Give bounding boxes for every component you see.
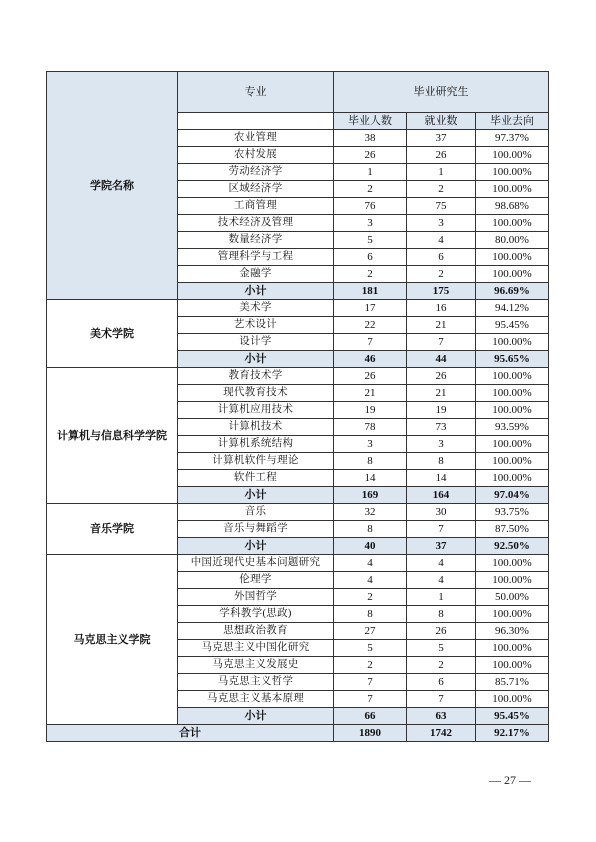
employed-count: 21 [407,385,476,402]
major-name: 美术学 [178,300,334,317]
employed-count: 21 [407,317,476,334]
employment-rate: 100.00% [476,266,549,283]
employment-rate: 100.00% [476,147,549,164]
employed-count: 4 [407,232,476,249]
graduates-count: 19 [334,402,407,419]
major-name: 管理科学与工程 [178,249,334,266]
employment-rate: 96.30% [476,623,549,640]
employment-rate: 85.71% [476,674,549,691]
employment-rate: 97.37% [476,130,549,147]
employment-rate: 100.00% [476,368,549,385]
header-graduate-group: 毕业研究生 [334,72,549,113]
employment-rate: 100.00% [476,453,549,470]
major-name: 马克思主义发展史 [178,657,334,674]
major-name: 中国近现代史基本问题研究 [178,555,334,572]
employed-count: 26 [407,147,476,164]
major-name: 工商管理 [178,198,334,215]
subtotal-rate: 97.04% [476,487,549,504]
employed-count: 5 [407,640,476,657]
table-row [47,504,549,521]
header-employed: 就业数 [407,113,476,130]
employed-count: 2 [407,181,476,198]
graduates-count: 2 [334,589,407,606]
graduates-count: 3 [334,436,407,453]
graduates-count: 76 [334,198,407,215]
major-name: 现代教育技术 [178,385,334,402]
major-name: 金融学 [178,266,334,283]
employed-count: 1 [407,164,476,181]
employment-rate: 100.00% [476,334,549,351]
subtotal-label: 小计 [178,708,334,725]
subtotal-rate: 92.50% [476,538,549,555]
grand-total-employed: 1742 [407,725,476,742]
employed-count: 4 [407,555,476,572]
major-name: 计算机应用技术 [178,402,334,419]
graduates-count: 5 [334,640,407,657]
major-name: 设计学 [178,334,334,351]
major-name: 学科教学(思政) [178,606,334,623]
graduates-count: 8 [334,521,407,538]
subtotal-employed: 164 [407,487,476,504]
subtotal-rate: 96.69% [476,283,549,300]
major-name: 艺术设计 [178,317,334,334]
graduates-count: 6 [334,249,407,266]
employment-rate: 100.00% [476,555,549,572]
graduates-count: 8 [334,453,407,470]
graduates-count: 7 [334,691,407,708]
college-name: 计算机与信息科学学院 [47,368,178,504]
employed-count: 3 [407,215,476,232]
employed-count: 26 [407,623,476,640]
employment-rate: 100.00% [476,606,549,623]
major-name: 计算机技术 [178,419,334,436]
graduates-count: 27 [334,623,407,640]
subtotal-label: 小计 [178,283,334,300]
graduates-count: 5 [334,232,407,249]
employed-count: 16 [407,300,476,317]
subtotal-label: 小计 [178,487,334,504]
employed-count: 37 [407,130,476,147]
graduates-count: 26 [334,147,407,164]
employed-count: 73 [407,419,476,436]
subtotal-label: 小计 [178,351,334,368]
employed-count: 3 [407,436,476,453]
table-row [47,300,549,317]
college-name: 马克思主义学院 [47,555,178,725]
graduates-count: 4 [334,555,407,572]
employed-count: 6 [407,249,476,266]
employment-rate: 100.00% [476,470,549,487]
employed-count: 30 [407,504,476,521]
graduates-count: 78 [334,419,407,436]
table-row [47,368,549,385]
header-major: 专业 [178,72,334,113]
subtotal-graduates: 181 [334,283,407,300]
graduates-count: 1 [334,164,407,181]
major-name: 劳动经济学 [178,164,334,181]
subtotal-graduates: 46 [334,351,407,368]
employed-count: 19 [407,402,476,419]
subtotal-graduates: 66 [334,708,407,725]
college-name: 学院名称 [47,72,178,300]
graduate-employment-table [46,71,549,742]
subtotal-employed: 44 [407,351,476,368]
graduates-count: 2 [334,181,407,198]
major-name: 马克思主义哲学 [178,674,334,691]
employment-rate: 100.00% [476,249,549,266]
header-graduates: 毕业人数 [334,113,407,130]
employment-rate: 98.68% [476,198,549,215]
employment-rate: 100.00% [476,215,549,232]
graduates-count: 21 [334,385,407,402]
major-name: 马克思主义基本原理 [178,691,334,708]
employment-rate: 94.12% [476,300,549,317]
subtotal-graduates: 40 [334,538,407,555]
major-name: 音乐与舞蹈学 [178,521,334,538]
major-name: 区域经济学 [178,181,334,198]
subtotal-employed: 175 [407,283,476,300]
grand-total-rate: 92.17% [476,725,549,742]
subtotal-employed: 37 [407,538,476,555]
major-name: 软件工程 [178,470,334,487]
grand-total-label: 合计 [47,725,334,742]
table-row [47,555,549,572]
graduates-count: 38 [334,130,407,147]
employed-count: 6 [407,674,476,691]
employment-rate: 80.00% [476,232,549,249]
employment-rate: 93.75% [476,504,549,521]
subtotal-employed: 63 [407,708,476,725]
employment-rate: 100.00% [476,181,549,198]
major-name: 数量经济学 [178,232,334,249]
major-name: 农村发展 [178,147,334,164]
graduates-count: 22 [334,317,407,334]
subtotal-rate: 95.65% [476,351,549,368]
employment-rate: 100.00% [476,402,549,419]
employed-count: 7 [407,691,476,708]
employed-count: 14 [407,470,476,487]
employment-rate: 93.59% [476,419,549,436]
employed-count: 8 [407,606,476,623]
graduates-count: 26 [334,368,407,385]
employed-count: 7 [407,521,476,538]
subtotal-graduates: 169 [334,487,407,504]
major-name: 农业管理 [178,130,334,147]
employed-count: 4 [407,572,476,589]
college-name: 音乐学院 [47,504,178,555]
subtotal-rate: 95.45% [476,708,549,725]
employment-rate: 100.00% [476,436,549,453]
employed-count: 2 [407,657,476,674]
graduates-count: 3 [334,215,407,232]
employed-count: 1 [407,589,476,606]
major-name: 音乐 [178,504,334,521]
employment-rate: 95.45% [476,317,549,334]
major-name: 教育技术学 [178,368,334,385]
graduates-count: 7 [334,674,407,691]
graduates-count: 8 [334,606,407,623]
major-name: 马克思主义中国化研究 [178,640,334,657]
major-name: 技术经济及管理 [178,215,334,232]
grand-total-row [47,725,549,742]
graduates-count: 2 [334,266,407,283]
employment-rate: 100.00% [476,657,549,674]
sub-header-major-blank [178,113,334,130]
major-name: 计算机系统结构 [178,436,334,453]
header-rate: 毕业去向 [476,113,549,130]
employed-count: 7 [407,334,476,351]
graduates-count: 4 [334,572,407,589]
major-name: 伦理学 [178,572,334,589]
employment-rate: 100.00% [476,572,549,589]
employment-rate: 50.00% [476,589,549,606]
employed-count: 75 [407,198,476,215]
college-name: 美术学院 [47,300,178,368]
employed-count: 26 [407,368,476,385]
page-number: — 27 — [489,773,531,787]
employment-rate: 100.00% [476,691,549,708]
employment-table-container [46,71,548,742]
employed-count: 2 [407,266,476,283]
employment-rate: 100.00% [476,385,549,402]
employment-rate: 87.50% [476,521,549,538]
grand-total-graduates: 1890 [334,725,407,742]
subtotal-label: 小计 [178,538,334,555]
graduates-count: 7 [334,334,407,351]
employment-rate: 100.00% [476,164,549,181]
graduates-count: 14 [334,470,407,487]
employed-count: 8 [407,453,476,470]
employment-rate: 100.00% [476,640,549,657]
major-name: 思想政治教育 [178,623,334,640]
graduates-count: 32 [334,504,407,521]
graduates-count: 2 [334,657,407,674]
graduates-count: 17 [334,300,407,317]
major-name: 计算机软件与理论 [178,453,334,470]
major-name: 外国哲学 [178,589,334,606]
